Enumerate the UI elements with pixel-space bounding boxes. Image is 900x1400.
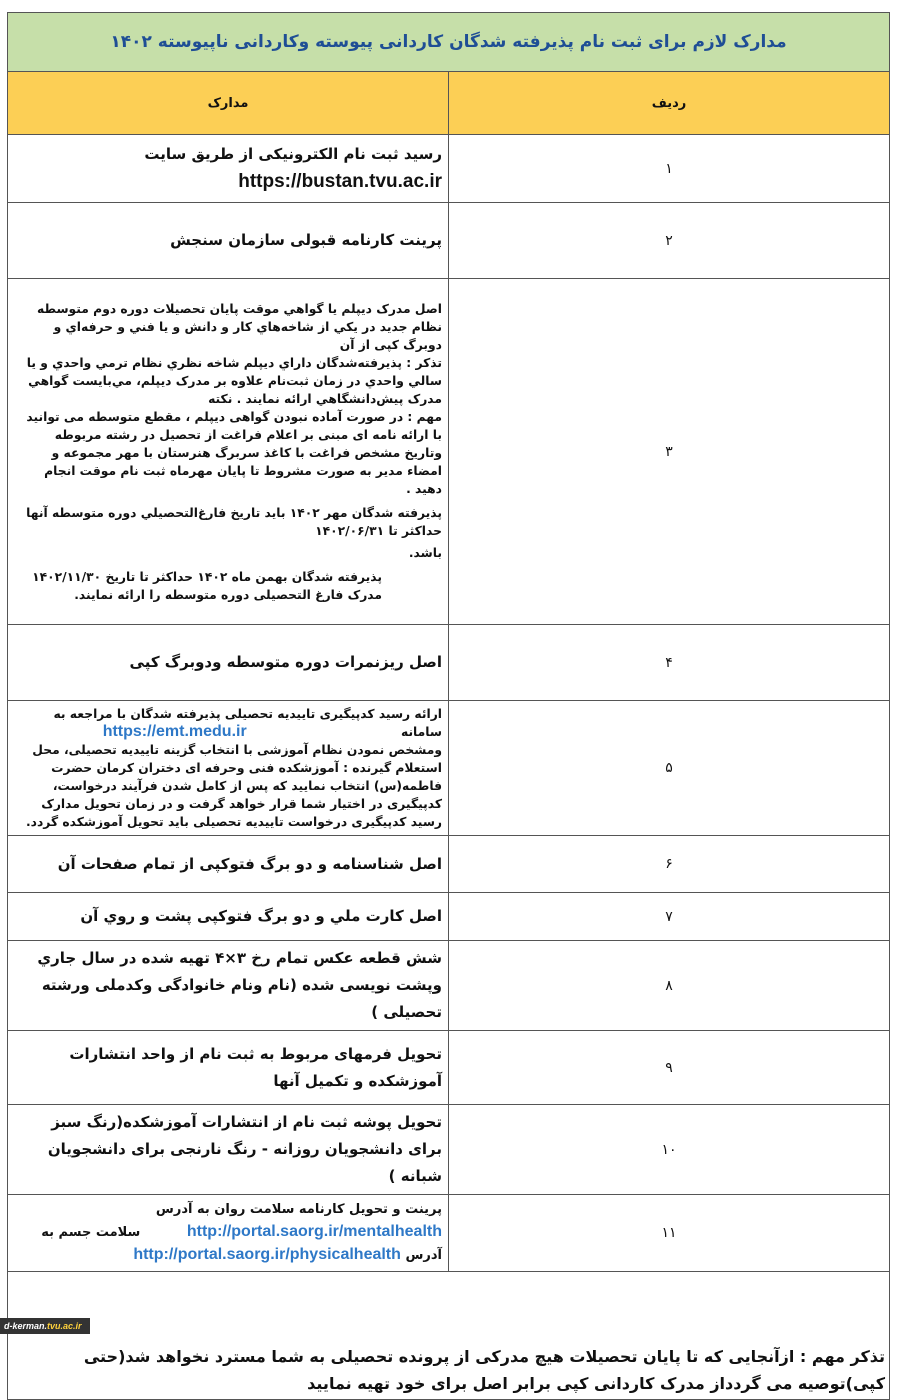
emt-link[interactable]: https://emt.medu.ir — [102, 723, 247, 740]
row-content — [8, 135, 449, 203]
row-line: پذيرفته شدگان مهر ۱۴۰۲ بايد تاريخ فارغ‌التحصيلي دوره متوسطه آنها حداکثر تا ۱۴۰۲/۰۶/۳۱ — [26, 505, 442, 538]
row-number: ۶ — [449, 836, 890, 893]
row-line-text: آدرس — [405, 1248, 442, 1263]
header-row — [8, 72, 890, 135]
row-line: پذيرفته شدگان بهمن ماه ۱۴۰۲ حداکثر تا تاريخ ۱۴۰۲/۱۱/۳۰ مدرک فارغ التحصيلی دوره متوسطه را ارائه نمايند. — [32, 569, 382, 602]
table-row — [8, 203, 890, 279]
table-row — [8, 893, 890, 941]
table-row — [8, 701, 890, 836]
documents-table — [7, 12, 890, 1272]
row-line: باشد. — [408, 545, 442, 560]
row-number: ۱۱ — [449, 1195, 890, 1272]
row-content — [8, 1195, 449, 1272]
row-number: ۱۰ — [449, 1105, 890, 1195]
row-number: ۹ — [449, 1031, 890, 1105]
table-row — [8, 625, 890, 701]
row-number: ۵ — [449, 701, 890, 836]
row-line: مهم : در صورت آماده نبودن گواهی دیپلم ، مقطع متوسطه می توانید با ارائه نامه ای مبنی بر اعلام فراغت از تحصیل در رشته مربوطه وتاریخ مشخص فراغت با کاغذ سربرگ هنرستان با مهر مجموعه و امضاء مدیر به صورت مشروط تا پایان مهرماه ثبت نام موقت انجام دهید . — [26, 409, 442, 496]
row-text: تحویل فرمهای مربوط به ثبت نام از واحد انتشارات آموزشکده و تکمیل آنها — [8, 1031, 449, 1105]
row-text: تحویل پوشه ثبت نام از انتشارات آموزشکده(رنگ سبز برای دانشجویان روزانه - رنگ نارنجی برای دانشجویان شبانه ) — [8, 1105, 449, 1195]
row-line — [14, 705, 442, 741]
row-number: ۱ — [449, 135, 890, 203]
row-text: رسید ثبت نام الکترونیکی از طریق سایت — [144, 145, 442, 163]
row-line: ومشخص نمودن نظام آموزشی با انتخاب گزینه تاییدیه تحصیلی، محل استعلام گیرنده : آموزشکده فنی وحرفه ای دختران کرمان حضرت فاطمه(س) انتخاب نمایید که پس از کامل شدن فرآیند درخواست، کدپیگیری در اختیار شما قرار خواهد گرفت و در زمان تحویل مدارک رسید کدپیگیری درخواست تاییدیه تحصیلی باید تحویل آموزشکده گردد. — [26, 743, 442, 829]
mentalhealth-link[interactable]: http://portal.saorg.ir/mentalhealth — [186, 1223, 442, 1240]
table-row — [8, 135, 890, 203]
row-text: اصل کارت ملي و دو برگ فتوکپی پشت و روي آن — [8, 893, 449, 941]
important-note: تذکر مهم : ازآنجایی که تا پایان تحصیلات هیچ مدرکی از پرونده تحصیلی به شما مسترد نخواهد شد(حتی کپی)توصیه می گردداز مدرک کاردانی کپی برابر اصل برای خود تهیه نمایید — [83, 1347, 885, 1393]
row-line-text: پرینت و تحویل کارنامه سلامت روان به آدرس — [155, 1202, 442, 1217]
row-content — [8, 701, 449, 836]
table-row — [8, 279, 890, 625]
row-line — [14, 1199, 442, 1244]
watermark-prefix: d-kerman. — [4, 1321, 48, 1331]
row-text: اصل ریزنمرات دوره متوسطه ودوبرگ کپی — [8, 625, 449, 701]
header-docs-label: مدارک — [8, 72, 449, 135]
physicalhealth-link[interactable]: http://portal.saorg.ir/physicalhealth — [133, 1246, 401, 1263]
row-line — [14, 1244, 442, 1267]
title-row — [8, 13, 890, 72]
bustan-link[interactable]: https://bustan.tvu.ac.ir — [238, 171, 442, 192]
table-row — [8, 941, 890, 1031]
row-text: پرینت کارنامه قبولی سازمان سنجش — [8, 203, 449, 279]
table-row — [8, 1031, 890, 1105]
row-number: ۳ — [449, 279, 890, 625]
table-title: مدارک لازم برای ثبت نام پذیرفته شدگان کاردانی پیوسته وکاردانی ناپیوسته ۱۴۰۲ — [8, 13, 890, 72]
row-text: شش قطعه عکس تمام رخ ۳×۴ تهيه شده در سال جاري وپشت نويسی شده (نام ونام خانوادگی وکدملی ورشته تحصيلی ) — [8, 941, 449, 1031]
row-line: اصل مدرک ديپلم يا گواهي موقت پايان تحصيلات دوره دوم متوسطه نظام جديد در يکي از شاخه‌هاي کار و دانش و يا فني و حرفه‌اي و دوبرگ کپی از آن — [37, 301, 442, 352]
row-content — [8, 279, 449, 625]
note-box — [7, 1272, 890, 1400]
row-number: ۷ — [449, 893, 890, 941]
row-number: ۴ — [449, 625, 890, 701]
row-number: ۲ — [449, 203, 890, 279]
header-row-label: ردیف — [449, 72, 890, 135]
row-number: ۸ — [449, 941, 890, 1031]
document — [7, 12, 890, 1400]
row-line-text: ارائه رسید کدپیگیری تاییدیه تحصیلی پذیرفته شدگان با مراجعه به سامانه — [53, 707, 442, 739]
table-row — [8, 836, 890, 893]
table-row — [8, 1105, 890, 1195]
site-watermark — [0, 1318, 90, 1334]
row-line-text: سلامت جسم به — [41, 1225, 141, 1240]
watermark-accent: tvu.ac.ir — [47, 1321, 82, 1331]
table-row — [8, 1195, 890, 1272]
row-line: تذکر : پذيرفته‌شدگان داراي ديپلم شاخه نظري نظام ترمي واحدي و يا سالي واحدي در زمان ثبت‌نام علاوه بر مدرک ديپلم، مي‌بايست گواهي مدرک پيش‌دانشگاهي ارائه نمايند . نکته — [26, 355, 442, 406]
row-text: اصل شناسنامه و دو برگ فتوکپی از تمام صفحات آن — [8, 836, 449, 893]
